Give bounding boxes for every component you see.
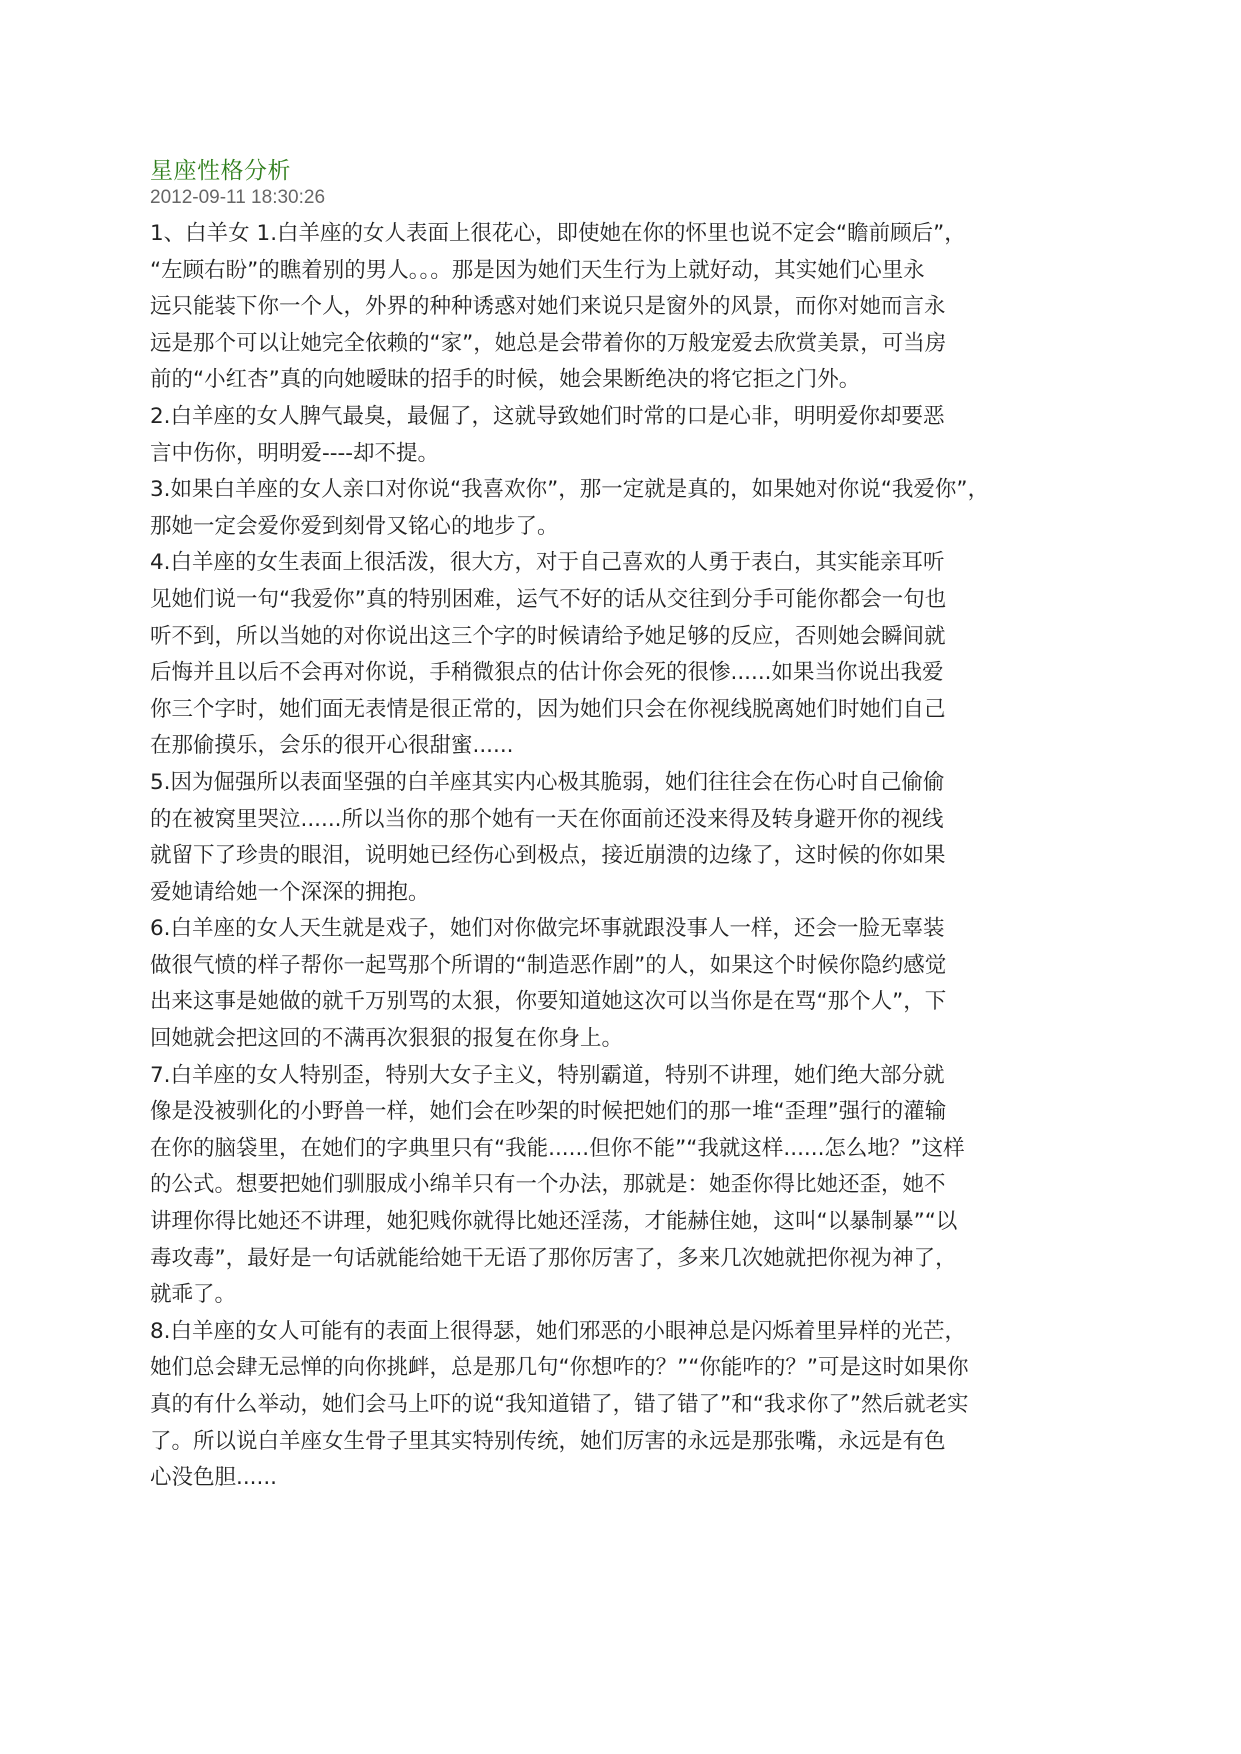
article-body <box>150 216 1100 1497</box>
article-title: 星座性格分析 <box>150 158 291 184</box>
article <box>150 156 1100 1497</box>
text-line: 5.因为倔强所以表面坚强的白羊座其实内心极其脆弱，她们往往会在伤心时自己偷偷 <box>150 769 945 795</box>
text-line: 真的有什么举动，她们会马上吓的说“我知道错了，错了错了”和“我求你了”然后就老实 <box>150 1392 969 1417</box>
text-line: 就留下了珍贵的眼泪，说明她已经伤心到极点，接近崩溃的边缘了，这时候的你如果 <box>150 843 946 869</box>
text-line: 1、白羊女 1.白羊座的女人表面上很花心，即使她在你的怀里也说不定会“瞻前顾后”， <box>150 221 966 246</box>
text-line: 8.白羊座的女人可能有的表面上很得瑟，她们邪恶的小眼神总是闪烁着里异样的光芒， <box>150 1318 967 1344</box>
text-line: 远只能装下你一个人，外界的种种诱惑对她们来说只是窗外的风景，而你对她而言永 <box>150 294 946 320</box>
text-line: 的在被窝里哭泣......所以当你的那个她有一天在你面前还没来得及转身避开你的视线 <box>150 806 944 832</box>
text-line: 3.如果白羊座的女人亲口对你说“我喜欢你”，那一定就是真的，如果她对你说“我爱你”， <box>150 477 990 503</box>
text-line: 的公式。想要把她们驯服成小绵羊只有一个办法，那就是：她歪你得比她还歪，她不 <box>150 1172 946 1198</box>
text-line: 在那偷摸乐，会乐的很开心很甜蜜...... <box>150 733 514 759</box>
text-line: 心没色胆...... <box>150 1465 278 1491</box>
text-line: 6.白羊座的女人天生就是戏子，她们对你做完坏事就跟没事人一样，还会一脸无辜装 <box>150 916 945 942</box>
text-line: 那她一定会爱你爱到刻骨又铭心的地步了。 <box>150 513 559 539</box>
text-line: 毒攻毒”，最好是一句话就能给她干无语了那你厉害了，多来几次她就把你视为神了， <box>150 1245 957 1271</box>
text-line: 见她们说一句“我爱你”真的特别困难，运气不好的话从交往到分手可能你都会一句也 <box>150 586 947 612</box>
text-line: 出来这事是她做的就千万别骂的太狠，你要知道她这次可以当你是在骂“那个人”，下 <box>150 989 947 1015</box>
text-line: 爱她请给她一个深深的拥抱。 <box>150 879 430 905</box>
text-line: 后悔并且以后不会再对你说，手稍微狠点的估计你会死的很惨......如果当你说出我爱 <box>150 660 944 686</box>
text-line: 听不到，所以当她的对你说出这三个字的时候请给予她足够的反应，否则她会瞬间就 <box>150 623 946 649</box>
text-line: 你三个字时，她们面无表情是很正常的，因为她们只会在你视线脱离她们时她们自己 <box>150 696 946 722</box>
text-line: “左顾右盼”的瞧着别的男人。。。那是因为她们天生行为上就好动，其实她们心里永 <box>150 257 925 283</box>
text-line: 远是那个可以让她完全依赖的“家”，她总是会带着你的万般宠爱去欣赏美景，可当房 <box>150 330 947 356</box>
text-line: 了。所以说白羊座女生骨子里其实特别传统，她们厉害的永远是那张嘴，永远是有色 <box>150 1428 946 1454</box>
text-line: 前的“小红杏”真的向她暧昧的招手的时候，她会果断绝决的将它拒之门外。 <box>150 367 861 393</box>
text-line: 讲理你得比她还不讲理，她犯贱你就得比她还淫荡，才能赫住她，这叫“以暴制暴”“以 <box>150 1209 958 1235</box>
text-line: 2.白羊座的女人脾气最臭，最倔了，这就导致她们时常的口是心非，明明爱你却要恶 <box>150 403 945 429</box>
text-line: 在你的脑袋里，在她们的字典里只有“我能......但你不能”“我就这样......怎么地？”这样 <box>150 1135 965 1161</box>
text-line: 像是没被驯化的小野兽一样，她们会在吵架的时候把她们的那一堆“歪理”强行的灌输 <box>150 1099 947 1125</box>
text-line: 4.白羊座的女生表面上很活泼，很大方，对于自己喜欢的人勇于表白，其实能亲耳听 <box>150 550 945 576</box>
text-line: 她们总会肆无忌惮的向你挑衅，总是那几句“你想咋的？”“你能咋的？”可是这时如果你 <box>150 1355 969 1381</box>
text-line: 回她就会把这回的不满再次狠狠的报复在你身上。 <box>150 1026 624 1052</box>
text-line: 言中伤你，明明爱----却不提。 <box>150 440 440 466</box>
text-line: 7.白羊座的女人特别歪，特别大女子主义，特别霸道，特别不讲理，她们绝大部分就 <box>150 1062 945 1088</box>
text-line: 就乖了。 <box>150 1282 237 1308</box>
article-date: 2012-09-11 18:30:26 <box>150 187 326 208</box>
text-line: 做很气愤的样子帮你一起骂那个所谓的“制造恶作剧”的人，如果这个时候你隐约感觉 <box>150 952 947 978</box>
